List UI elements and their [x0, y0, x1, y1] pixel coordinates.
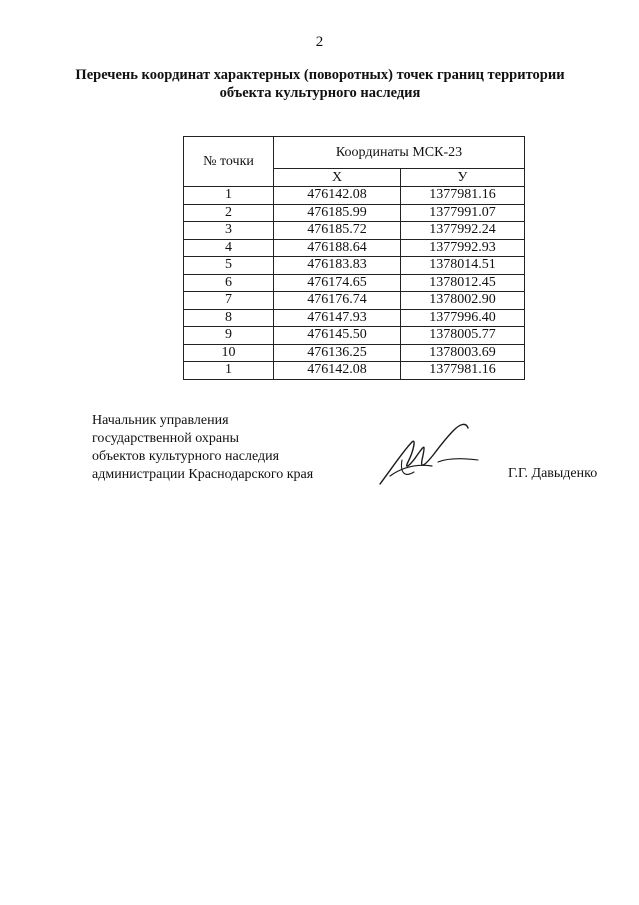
y-coordinate-cell: 1377992.93	[401, 239, 525, 257]
x-coordinate-cell: 476188.64	[274, 239, 401, 257]
point-number-cell: 5	[184, 257, 274, 275]
x-coordinate-cell: 476185.72	[274, 222, 401, 240]
x-coordinate-cell: 476183.83	[274, 257, 401, 275]
x-coordinate-cell: 476174.65	[274, 274, 401, 292]
table-row	[184, 187, 525, 205]
table-row	[184, 274, 525, 292]
x-coordinate-cell: 476145.50	[274, 327, 401, 345]
table-row	[184, 292, 525, 310]
table-row	[184, 327, 525, 345]
y-coordinate-cell: 1377992.24	[401, 222, 525, 240]
position-line-4: администрации Краснодарского края	[92, 467, 314, 482]
point-number-cell: 8	[184, 309, 274, 327]
document-title	[60, 66, 580, 102]
position-line-2: государственной охраны	[92, 431, 240, 446]
y-coordinate-cell: 1377991.07	[401, 204, 525, 222]
x-coordinate-cell: 476142.08	[274, 362, 401, 380]
header-x: X	[274, 169, 401, 187]
table-row	[184, 239, 525, 257]
title-line-1: Перечень координат характерных (поворотных) точек границ территории	[75, 67, 565, 83]
y-coordinate-cell: 1377981.16	[401, 362, 525, 380]
title-line-2: объекта культурного наследия	[219, 85, 421, 101]
coordinates-table-body	[184, 187, 525, 380]
signer-name: Г.Г. Давыденко	[508, 466, 598, 481]
x-coordinate-cell: 476176.74	[274, 292, 401, 310]
header-coordinates: Координаты МСК-23	[274, 137, 525, 169]
coordinates-table	[183, 136, 525, 380]
y-coordinate-cell: 1378002.90	[401, 292, 525, 310]
x-coordinate-cell: 476185.99	[274, 204, 401, 222]
point-number-cell: 3	[184, 222, 274, 240]
point-number-cell: 10	[184, 344, 274, 362]
point-number-cell: 9	[184, 327, 274, 345]
table-row	[184, 222, 525, 240]
y-coordinate-cell: 1377981.16	[401, 187, 525, 205]
table-row	[184, 257, 525, 275]
table-row	[184, 309, 525, 327]
x-coordinate-cell: 476142.08	[274, 187, 401, 205]
header-point-number: № точки	[184, 137, 274, 187]
point-number-cell: 2	[184, 204, 274, 222]
table-row	[184, 362, 525, 380]
table-row	[184, 344, 525, 362]
y-coordinate-cell: 1378014.51	[401, 257, 525, 275]
point-number-cell: 7	[184, 292, 274, 310]
point-number-cell: 4	[184, 239, 274, 257]
header-y: У	[401, 169, 525, 187]
position-line-1: Начальник управления	[92, 413, 229, 428]
page-number: 2	[315, 34, 324, 50]
table-row	[184, 204, 525, 222]
y-coordinate-cell: 1378003.69	[401, 344, 525, 362]
x-coordinate-cell: 476147.93	[274, 309, 401, 327]
y-coordinate-cell: 1378005.77	[401, 327, 525, 345]
point-number-cell: 1	[184, 187, 274, 205]
point-number-cell: 6	[184, 274, 274, 292]
y-coordinate-cell: 1377996.40	[401, 309, 525, 327]
x-coordinate-cell: 476136.25	[274, 344, 401, 362]
point-number-cell: 1	[184, 362, 274, 380]
handwritten-signature	[374, 420, 484, 492]
signature-position	[92, 412, 313, 484]
y-coordinate-cell: 1378012.45	[401, 274, 525, 292]
position-line-3: объектов культурного наследия	[92, 449, 280, 464]
